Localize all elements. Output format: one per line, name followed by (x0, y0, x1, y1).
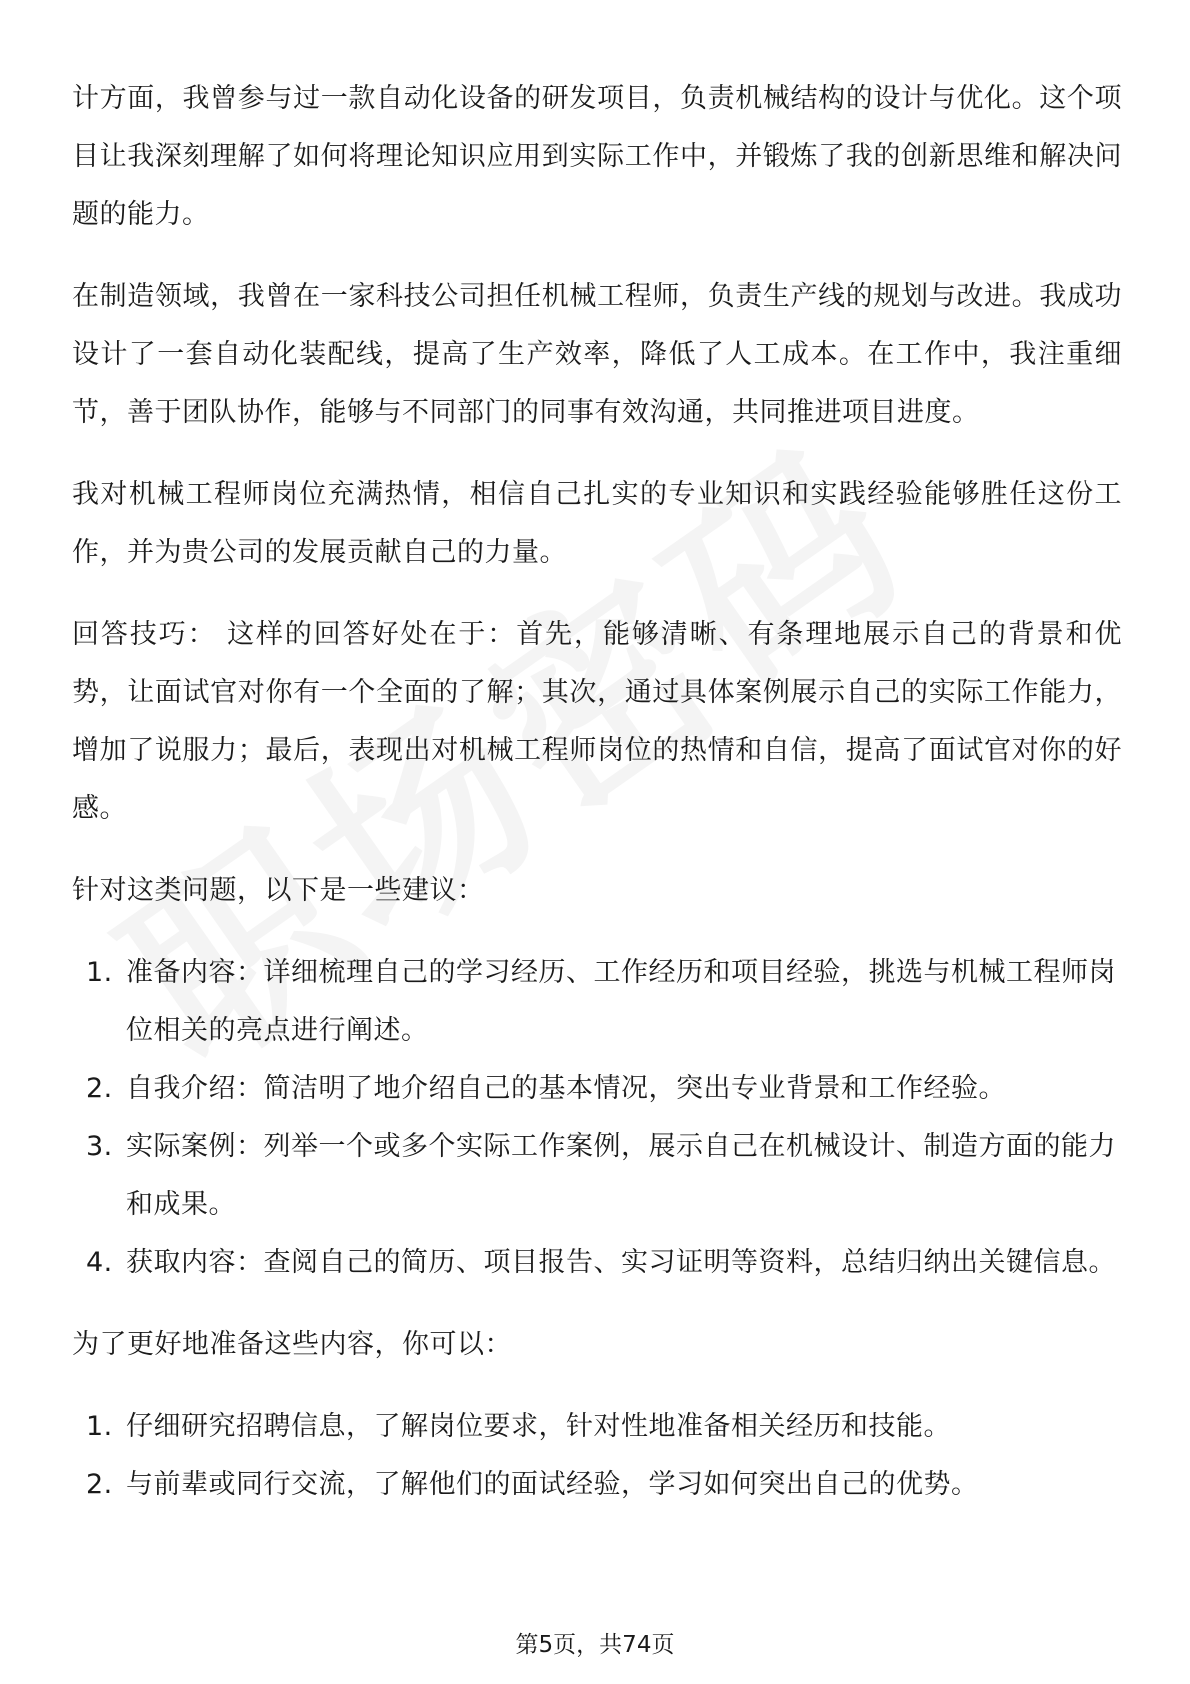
paragraph-prep-intro: 为了更好地准备这些内容，你可以： (72, 1329, 512, 1360)
list-item-text: 与前辈或同行交流，了解他们的面试经验，学习如何突出自己的优势。 (126, 1469, 979, 1500)
list-number: 1. (86, 957, 113, 988)
list-item (72, 1060, 1122, 1118)
list-item (72, 1398, 1122, 1456)
list-item (72, 1234, 1122, 1292)
list-item-text: 自我介绍：简洁明了地介绍自己的基本情况，突出专业背景和工作经验。 (126, 1073, 1006, 1104)
prep-list (72, 1398, 1122, 1514)
suggestions-list (72, 944, 1122, 1292)
page-number-footer: 第5页，共74页 (515, 1632, 675, 1658)
paragraph-project: 计方面，我曾参与过一款自动化设备的研发项目，负责机械结构的设计与优化。这个项目让我深刻理解了如何将理论知识应用到实际工作中，并锻炼了我的创新思维和解决问题的能力。 (72, 83, 1122, 230)
list-number: 2. (86, 1073, 113, 1104)
list-item (72, 1456, 1122, 1514)
list-item-text: 实际案例：列举一个或多个实际工作案例，展示自己在机械设计、制造方面的能力和成果。 (126, 1131, 1116, 1220)
list-number: 2. (86, 1469, 113, 1500)
list-number: 1. (86, 1411, 113, 1442)
paragraph-manufacturing: 在制造领域，我曾在一家科技公司担任机械工程师，负责生产线的规划与改进。我成功设计了一套自动化装配线，提高了生产效率，降低了人工成本。在工作中，我注重细节，善于团队协作，能够与不同部门的同事有效沟通，共同推进项目进度。 (72, 281, 1122, 428)
paragraph-enthusiasm: 我对机械工程师岗位充满热情，相信自己扎实的专业知识和实践经验能够胜任这份工作，并为贵公司的发展贡献自己的力量。 (72, 479, 1122, 568)
list-number: 3. (86, 1131, 113, 1162)
paragraph-answer-tips: 回答技巧： 这样的回答好处在于：首先，能够清晰、有条理地展示自己的背景和优势，让面试官对你有一个全面的了解；其次，通过具体案例展示自己的实际工作能力，增加了说服力；最后，表现出对机械工程师岗位的热情和自信，提高了面试官对你的好感。 (72, 619, 1122, 824)
paragraph-suggestions-intro: 针对这类问题，以下是一些建议： (72, 875, 485, 906)
list-item-text: 准备内容：详细梳理自己的学习经历、工作经历和项目经验，挑选与机械工程师岗位相关的亮点进行阐述。 (126, 957, 1116, 1046)
list-item-text: 获取内容：查阅自己的简历、项目报告、实习证明等资料，总结归纳出关键信息。 (126, 1247, 1116, 1278)
document-body (72, 70, 1122, 1538)
list-item (72, 1118, 1122, 1234)
list-item (72, 944, 1122, 1060)
list-item-text: 仔细研究招聘信息，了解岗位要求，针对性地准备相关经历和技能。 (126, 1411, 951, 1442)
list-number: 4. (86, 1247, 113, 1278)
